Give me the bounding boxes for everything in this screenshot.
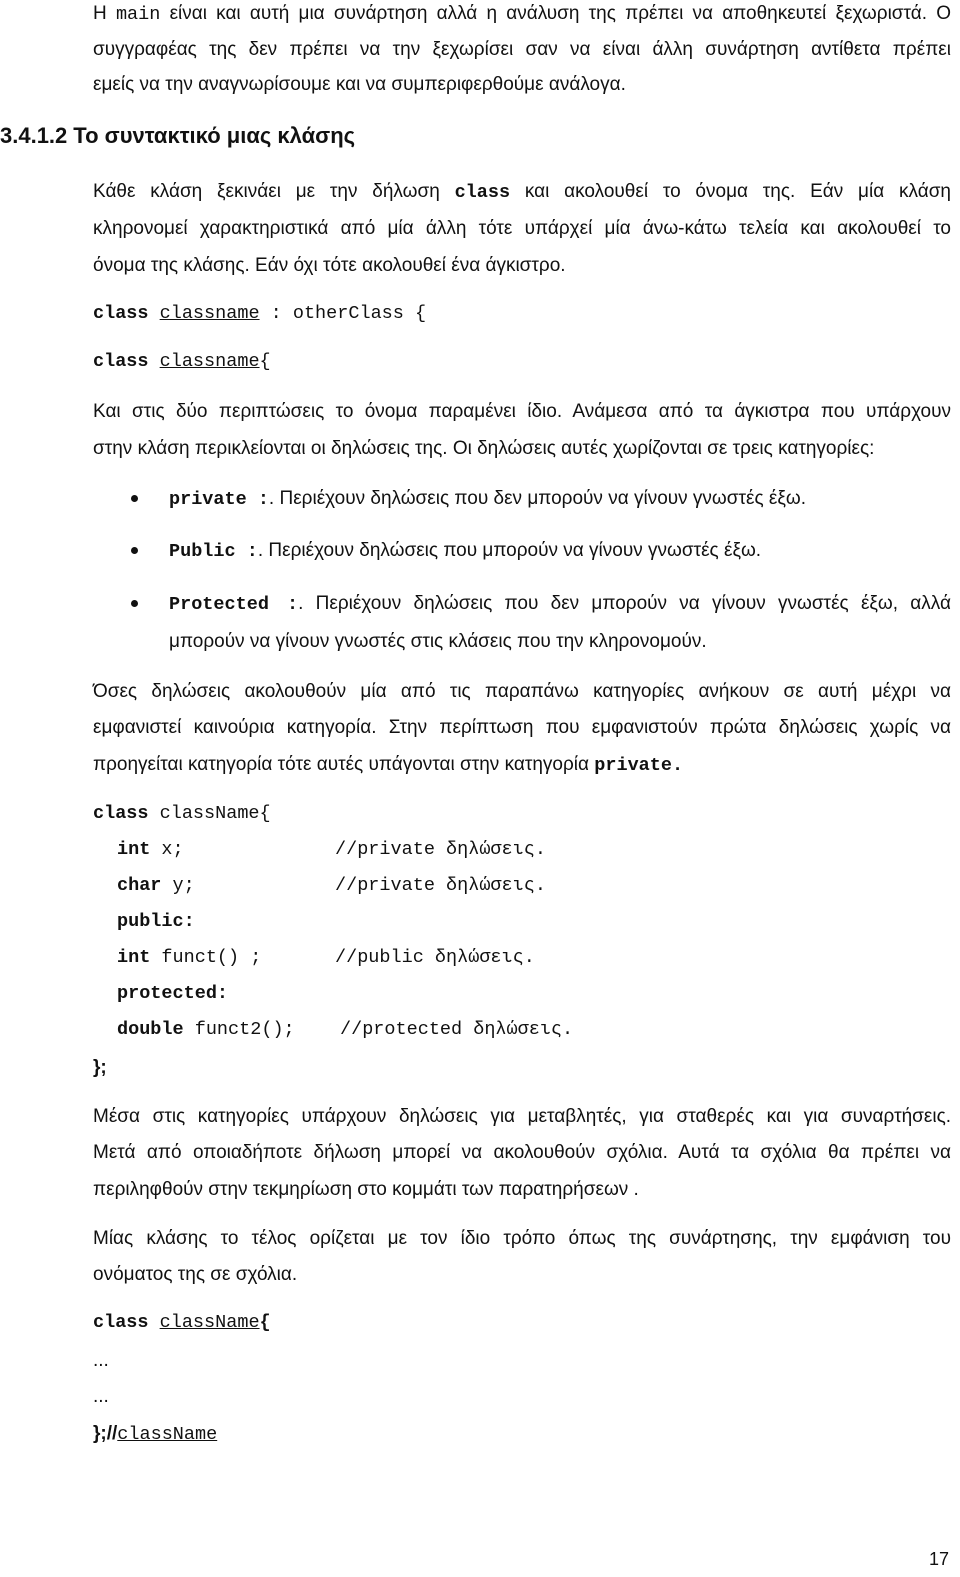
code3-row <box>117 982 228 1006</box>
code3-comment: //protected δηλώσεις. <box>340 1019 574 1040</box>
code4-dots: ... <box>93 1350 109 1371</box>
para3-line-3 <box>93 753 683 778</box>
code-keyword: class <box>93 803 149 824</box>
code3-row <box>117 1018 295 1042</box>
bullet-code: Protected : <box>169 594 299 615</box>
code-classname: classname <box>159 351 260 372</box>
para3-line-2: εμφανιστεί καινούρια κατηγορία. Στην περίπτωση που εμφανιστούν πρώτα δηλώσεις χωρίς να <box>93 717 951 738</box>
section-title: Το συντακτικό μιας κλάσης <box>73 123 356 148</box>
code-line-inherit <box>93 302 426 326</box>
para4-line-3: περιληφθούν στην τεκμηρίωση στο κομμάτι των παρατηρήσεων . <box>93 1179 639 1200</box>
para-text: Κάθε κλάση ξεκινάει με την δήλωση <box>93 181 455 202</box>
intro-text: είναι και αυτή μια συνάρτηση αλλά η ανάλυση της πρέπει να αποθηκευτεί ξεχωριστά. Ο <box>160 3 952 24</box>
code-keyword: protected: <box>117 983 229 1004</box>
code3-row <box>117 874 195 898</box>
para2-line-2: στην κλάση περικλείονται οι δηλώσεις της. Οι δηλώσεις αυτές χωρίζονται σε τρεις κατηγορίες: <box>93 438 875 459</box>
bullet-text: . Περιέχουν δηλώσεις που δεν μπορούν να γίνουν γνωστές έξω. <box>268 488 806 509</box>
code-keyword: class <box>93 351 149 372</box>
page-number: 17 <box>929 1549 950 1569</box>
code-keyword: class <box>93 303 149 324</box>
code-rest: funct() ; <box>150 947 262 968</box>
bullet-protected <box>169 592 951 617</box>
intro-text: Η <box>93 3 116 24</box>
inline-code-private: private. <box>594 755 684 776</box>
code-classname-comment: className <box>117 1424 218 1445</box>
para3-line-1: Όσες δηλώσεις ακολουθούν μία από τις παραπάνω κατηγορίες ανήκουν σε αυτή μέχρι να <box>93 681 951 702</box>
intro-line-2: συγγραφέας της δεν πρέπει να την ξεχωρίσει σαν να είναι άλλη συνάρτηση αντίθετα πρέπει <box>93 39 951 60</box>
para5-line-2: ονόματος της σε σχόλια. <box>93 1264 298 1285</box>
code-rest: : otherClass { <box>259 303 427 324</box>
bullet-private <box>169 487 806 512</box>
code3-row <box>117 910 195 934</box>
code-keyword: int <box>117 947 151 968</box>
para4-line-2: Μετά από οποιαδήποτε δήλωση μπορεί να ακολουθούν σχόλια. Αυτά τα σχόλια θα πρέπει να <box>93 1142 951 1163</box>
para2-line-1: Και στις δύο περιπτώσεις το όνομα παραμένει ίδιο. Ανάμεσα από τα άγκιστρα που υπάρχουν <box>93 401 951 422</box>
code-rest: y; <box>161 875 195 896</box>
code3-comment: //private δηλώσεις. <box>335 875 546 896</box>
bullet-dot <box>131 547 138 554</box>
inline-code-main: main <box>115 4 161 25</box>
section-heading <box>0 124 355 148</box>
code3-comment: //public δηλώσεις. <box>335 947 535 968</box>
code3-comment: //private δηλώσεις. <box>335 839 546 860</box>
code4-dots: ... <box>93 1386 109 1407</box>
code3-row <box>117 946 261 970</box>
section-number: 3.4.1.2 <box>0 123 68 148</box>
code-keyword: public: <box>117 911 195 932</box>
bullet-text: . Περιέχουν δηλώσεις που δεν μπορούν να γίνουν γνωστές έξω, αλλά <box>298 593 951 614</box>
code-line-plain <box>93 350 271 374</box>
para-text: προηγείται κατηγορία τότε αυτές υπάγονται στην κατηγορία <box>93 754 595 775</box>
code-classname: className <box>159 1312 260 1333</box>
code-keyword: int <box>117 839 151 860</box>
bullet-dot <box>131 600 138 607</box>
intro-line-1 <box>93 2 951 27</box>
bullet-protected-line-2: μπορούν να γίνουν γνωστές στις κλάσεις που την κληρονομούν. <box>169 631 707 652</box>
code-rest: { <box>259 351 271 372</box>
code4-header <box>93 1311 271 1335</box>
para-text: και ακολουθεί το όνομα της. Εάν μία κλάση <box>510 181 951 202</box>
para4-line-1: Μέσα στις κατηγορίες υπάρχουν δηλώσεις για μεταβλητές, για σταθερές και για συναρτήσεις. <box>93 1106 951 1127</box>
bullet-dot <box>131 495 138 502</box>
code-classname: className{ <box>148 803 271 824</box>
bullet-code: private : <box>169 489 269 510</box>
code3-header <box>93 802 271 826</box>
intro-line-3: εμείς να την αναγνωρίσουμε και να συμπεριφερθούμε ανάλογα. <box>93 74 626 95</box>
bullet-text: . Περιέχουν δηλώσεις που μπορούν να γίνουν γνωστές έξω. <box>257 540 762 561</box>
code3-row <box>117 838 184 862</box>
para1-line-1 <box>93 180 951 205</box>
bullet-code: Public : <box>169 541 258 562</box>
bullet-public <box>169 539 761 564</box>
para1-line-2: κληρονομεί χαρακτηριστικά από μία άλλη τότε υπάρχεί μία άνω-κάτω τελεία και ακολουθεί το <box>93 218 951 239</box>
para5-line-1: Μίας κλάσης το τέλος ορίζεται με τον ίδιο τρόπο όπως της συνάρτησης, την εμφάνιση του <box>93 1228 951 1249</box>
code-brace: { <box>259 1312 271 1333</box>
code-close: };// <box>93 1423 118 1444</box>
para1-line-3: όνομα της κλάσης. Εάν όχι τότε ακολουθεί ένα άγκιστρο. <box>93 255 566 276</box>
code-keyword: char <box>117 875 162 896</box>
code-keyword: double <box>117 1019 184 1040</box>
code-keyword: class <box>93 1312 149 1333</box>
code3-close: }; <box>93 1057 107 1078</box>
code-rest: x; <box>150 839 184 860</box>
code-rest: funct2(); <box>183 1019 295 1040</box>
code-classname: classname <box>159 303 260 324</box>
inline-code-class: class <box>454 182 511 203</box>
code4-close <box>93 1422 217 1447</box>
